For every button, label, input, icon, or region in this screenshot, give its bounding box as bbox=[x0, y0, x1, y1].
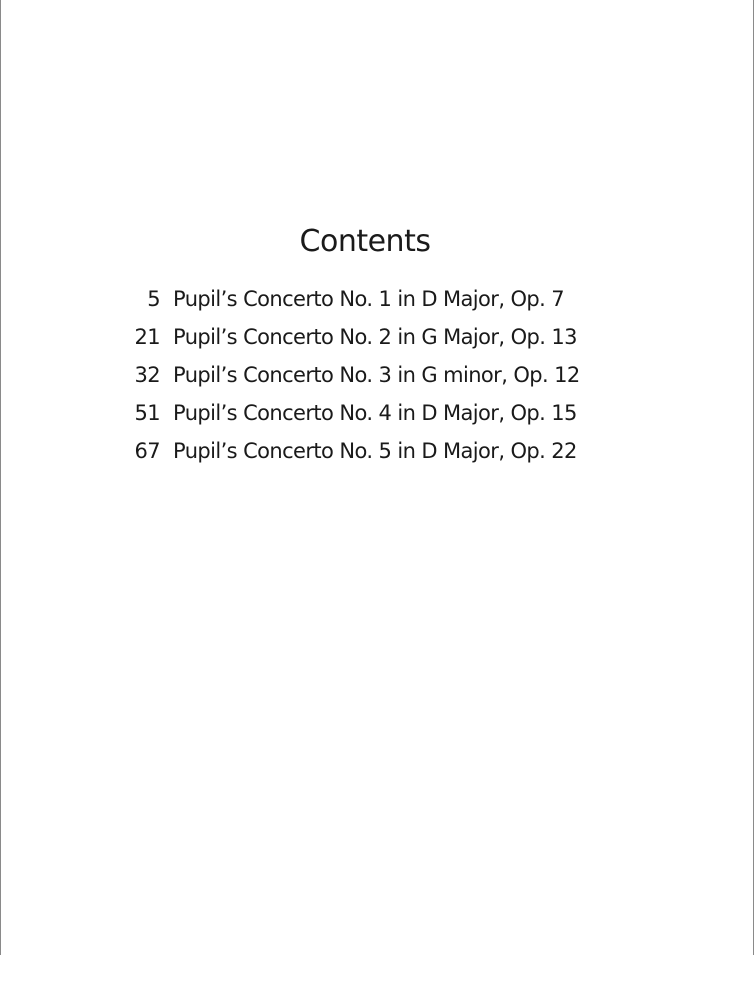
toc-entry bbox=[120, 280, 640, 318]
toc-entry bbox=[120, 432, 640, 470]
toc-entry bbox=[120, 318, 640, 356]
page-title: Contents bbox=[299, 224, 431, 259]
table-of-contents bbox=[120, 280, 640, 470]
toc-entry bbox=[120, 356, 640, 394]
toc-entry-title: Pupil’s Concerto No. 1 in D Major, Op. 7 bbox=[173, 287, 565, 311]
toc-page-number: 21 bbox=[134, 325, 160, 349]
toc-page-number: 67 bbox=[134, 439, 160, 463]
toc-page-number: 5 bbox=[147, 287, 160, 311]
toc-entry-title: Pupil’s Concerto No. 3 in G minor, Op. 12 bbox=[173, 363, 580, 387]
toc-entry-title: Pupil’s Concerto No. 2 in G Major, Op. 13 bbox=[173, 325, 577, 349]
toc-entry bbox=[120, 394, 640, 432]
toc-page-number: 51 bbox=[134, 401, 160, 425]
toc-entry-title: Pupil’s Concerto No. 4 in D Major, Op. 15 bbox=[173, 401, 577, 425]
toc-page-number: 32 bbox=[134, 363, 160, 387]
page-edge-left bbox=[0, 0, 1, 955]
toc-entry-title: Pupil’s Concerto No. 5 in D Major, Op. 22 bbox=[173, 439, 577, 463]
